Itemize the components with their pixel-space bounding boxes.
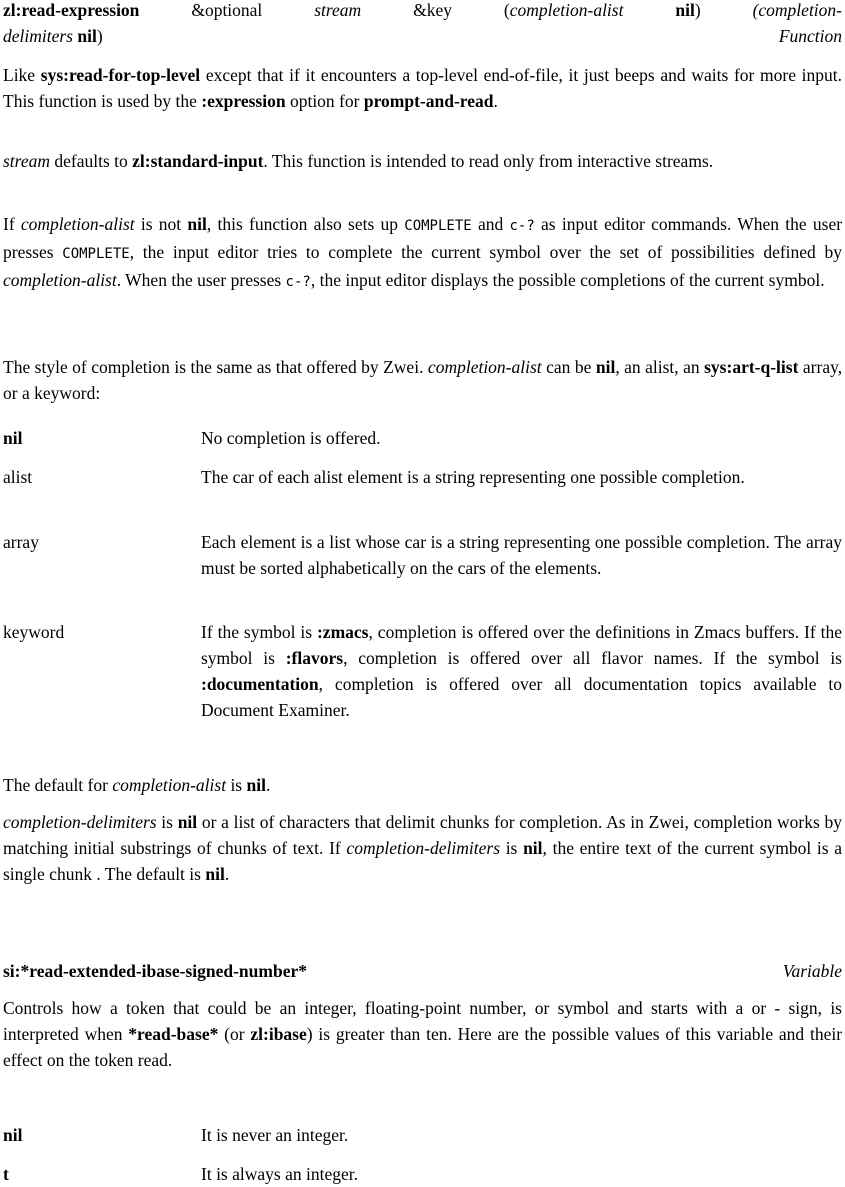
description-paragraph-2: stream defaults to zl:standard-input. This function is intended to read only from interactive streams. bbox=[3, 151, 714, 171]
description-paragraph-4: The style of completion is the same as that offered by Zwei. completion-alist can be nil, an alist, an sys:art-q-list array, or a keyword: bbox=[3, 357, 843, 403]
entry-header-read-expression bbox=[3, 0, 842, 49]
table-row-nil-2: nil It is never an integer. bbox=[3, 1125, 349, 1145]
entry-type-label: Variable bbox=[782, 961, 842, 981]
description-paragraph-1: Like sys:read-for-top-level except that if it encounters a top-level end-of-file, it just beeps and waits for more input. This function is used by the :expression option for prompt-and-read. bbox=[3, 65, 843, 111]
description-paragraph-3: If completion-alist is not nil, this function also sets up COMPLETE and c-? as input editor commands. When the user presses COMPLETE, the input editor tries to complete the current symbol over the set of possibilities defined by completion-alist. When the user presses c-?, the input editor displays the possible completions of the current symbol. bbox=[3, 214, 843, 290]
entry-header-read-extended-ibase bbox=[3, 958, 842, 984]
table-row-array: array Each element is a list whose car is a string representing one possible completion. The array must be sorted alphabetically on the cars of the elements. bbox=[3, 532, 842, 578]
description-paragraph-6: completion-delimiters is nil or a list of characters that delimit chunks for completion. As in Zwei, completion works by matching initial substrings of chunks of text. If completion-delimiters is nil, the entire text of the current symbol is a single chunk . The default is nil. bbox=[3, 812, 843, 884]
table-row-keyword: keyword If the symbol is :zmacs, completion is offered over the definitions in Zmacs buffers. If the symbol is :flavors, completion is offered over all flavor names. If the symbol is :documentation, completion is offered over all documentation topics available to Document Examiner. bbox=[3, 622, 842, 720]
function-signature: zl:read-expression &optional stream &key (completion-alist nil) (completion- bbox=[3, 0, 842, 20]
description-paragraph-7: Controls how a token that could be an integer, floating-point number, or symbol and starts with a or - sign, is interpreted when *read-base* (or zl:ibase) is greater than ten. Here are the possible values of this variable and their effect on the token read. bbox=[3, 998, 843, 1070]
table-row-nil: nil No completion is offered. bbox=[3, 428, 381, 448]
table-row-alist: alist The car of each alist element is a string representing one possible completion. bbox=[3, 467, 745, 487]
table-row-t: t It is always an integer. bbox=[3, 1164, 358, 1184]
entry-type-label: Function bbox=[778, 26, 842, 46]
description-paragraph-5: The default for completion-alist is nil. bbox=[3, 775, 271, 795]
function-name: zl:read-expression bbox=[3, 0, 140, 20]
variable-name: si:*read-extended-ibase-signed-number* bbox=[3, 961, 307, 981]
signature-line-2: delimiters nil) Function bbox=[3, 23, 842, 49]
